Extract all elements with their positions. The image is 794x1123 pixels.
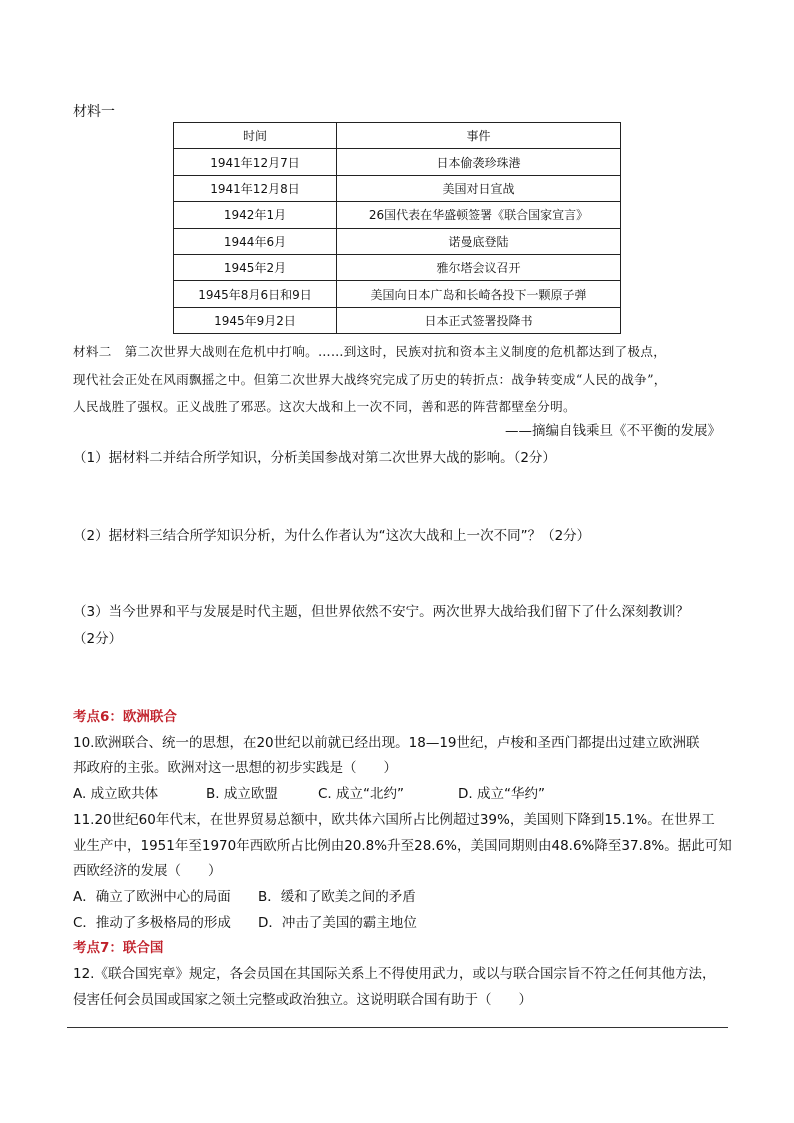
material2-line: 现代社会正处在风雨飘摇之中。但第二次世界大战终究完成了历史的转折点：战争转变成“人民的战争”， <box>73 372 667 387</box>
cell-time: 1944年6月 <box>174 228 337 254</box>
option-d: D．冲击了美国的霸主地位 <box>258 915 417 931</box>
material2-line: 人民战胜了强权。正义战胜了邪恶。这次大战和上一次不同，善和恶的阵营都壁垒分明。 <box>73 399 576 414</box>
question-2: （2）据材料三结合所学知识分析，为什么作者认为“这次大战和上一次不同”？（2分） <box>73 528 591 544</box>
question-12-line: 侵害任何会员国或国家之领土完整或政治独立。这说明联合国有助于（ ） <box>73 992 532 1008</box>
table-row <box>174 149 621 175</box>
option-b: B．缓和了欧美之间的矛盾 <box>258 889 416 905</box>
column-header-event: 事件 <box>337 123 621 149</box>
option-c: C. 成立“北约” <box>318 786 404 802</box>
question-11-line: 业生产中，1951年至1970年西欧所占比例由20.8%升至28.6%，美国同期则由48.6%降至37.8%。据此可知 <box>73 838 732 854</box>
question-12-line: 12.《联合国宪章》规定，各会员国在其国际关系上不得使用武力，或以与联合国宗旨不符之任何其他方法， <box>73 966 716 982</box>
cell-time: 1941年12月7日 <box>174 149 337 175</box>
cell-event: 日本正式签署投降书 <box>337 307 621 333</box>
question-11-line: 11.20世纪60年代末，在世界贸易总额中，欧共体六国所占比例超过39%，美国则下降到15.1%。在世界工 <box>73 812 715 828</box>
table-row <box>174 228 621 254</box>
material1-label: 材料一 <box>73 104 115 120</box>
events-table <box>173 122 621 334</box>
option-c: C．推动了多极格局的形成 <box>73 915 231 931</box>
option-b: B. 成立欧盟 <box>206 786 278 802</box>
table-row <box>174 254 621 280</box>
option-d: D. 成立“华约” <box>458 786 545 802</box>
cell-event: 美国向日本广岛和长崎各投下一颗原子弹 <box>337 281 621 307</box>
cell-event: 雅尔塔会议召开 <box>337 254 621 280</box>
table-row <box>174 307 621 333</box>
cell-event: 26国代表在华盛顿签署《联合国家宣言》 <box>337 202 621 228</box>
footer-divider <box>67 1027 728 1028</box>
topic-heading-7: 考点7：联合国 <box>73 940 164 956</box>
table-row <box>174 175 621 201</box>
cell-event: 日本偷袭珍珠港 <box>337 149 621 175</box>
question-1: （1）据材料二并结合所学知识，分析美国参战对第二次世界大战的影响。（2分） <box>73 450 556 466</box>
table-header-row <box>174 123 621 149</box>
option-a: A．确立了欧洲中心的局面 <box>73 889 231 905</box>
cell-event: 诺曼底登陆 <box>337 228 621 254</box>
cell-time: 1945年8月6日和9日 <box>174 281 337 307</box>
cell-time: 1941年12月8日 <box>174 175 337 201</box>
option-a: A. 成立欧共体 <box>73 786 159 802</box>
material2-line: 材料二 第二次世界大战则在危机中打响。……到这时，民族对抗和资本主义制度的危机都达到了极点， <box>73 344 667 359</box>
cell-time: 1945年2月 <box>174 254 337 280</box>
question-10-line: 10.欧洲联合、统一的思想，在20世纪以前就已经出现。18—19世纪，卢梭和圣西门都提出过建立欧洲联 <box>73 735 700 751</box>
cell-event: 美国对日宣战 <box>337 175 621 201</box>
table-row <box>174 202 621 228</box>
column-header-time: 时间 <box>174 123 337 149</box>
table-row <box>174 281 621 307</box>
topic-heading-6: 考点6：欧洲联合 <box>73 709 177 725</box>
question-11-line: 西欧经济的发展（ ） <box>73 863 222 879</box>
question-10-line: 邦政府的主张。欧洲对这一思想的初步实践是（ ） <box>73 760 397 776</box>
question-3-score: （2分） <box>73 631 123 647</box>
cell-time: 1942年1月 <box>174 202 337 228</box>
material2-source: ——摘编自钱乘旦《不平衡的发展》 <box>505 423 721 439</box>
cell-time: 1945年9月2日 <box>174 307 337 333</box>
question-3: （3）当今世界和平与发展是时代主题，但世界依然不安宁。两次世界大战给我们留下了什么深刻教训？ <box>73 604 690 620</box>
